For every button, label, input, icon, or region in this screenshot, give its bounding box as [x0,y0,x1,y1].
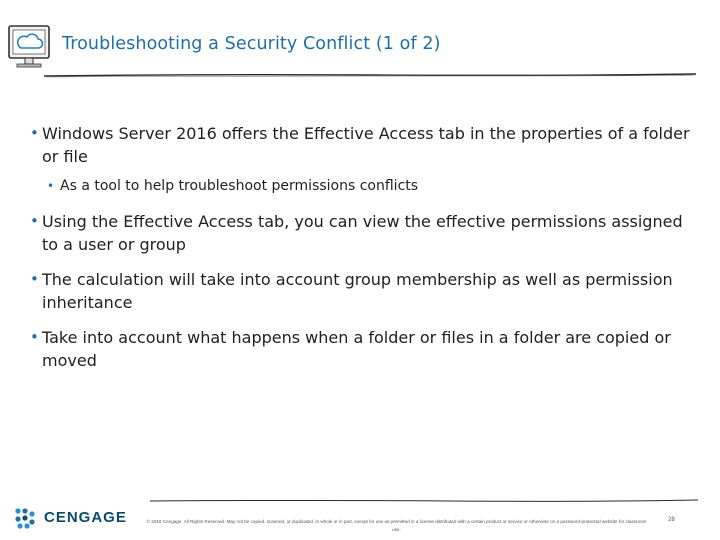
brand-name: CENGAGE [44,509,127,526]
slide-title: Troubleshooting a Security Conflict (1 of 2) [62,34,441,54]
copyright-notice: © 2018 Cengage. All Rights Reserved. May not be copied, scanned, or duplicated, in whole or in part, except for use as permitted in a license distributed with a certain product or service or otherwise on a password-protected website for classroom use. [146,519,647,532]
page-number: 28 [668,517,675,523]
cengage-mark-icon [12,505,38,531]
cloud-monitor-icon [6,24,54,70]
sub-bullet-item: • As a tool to help troubleshoot permissions conflicts [30,176,690,196]
bullet-item: • The calculation will take into account group membership as well as permission inheritance [30,268,690,314]
title-underline [44,70,696,82]
bullet-item: • Windows Server 2016 offers the Effective Access tab in the properties of a folder or file [30,122,690,168]
brand-logo [12,505,142,531]
bullet-item: • Using the Effective Access tab, you can view the effective permissions assigned to a user or group [30,210,690,256]
bullet-list [30,122,690,384]
footer-rule [150,496,698,506]
bullet-item: • Take into account what happens when a folder or files in a folder are copied or moved [30,326,690,372]
